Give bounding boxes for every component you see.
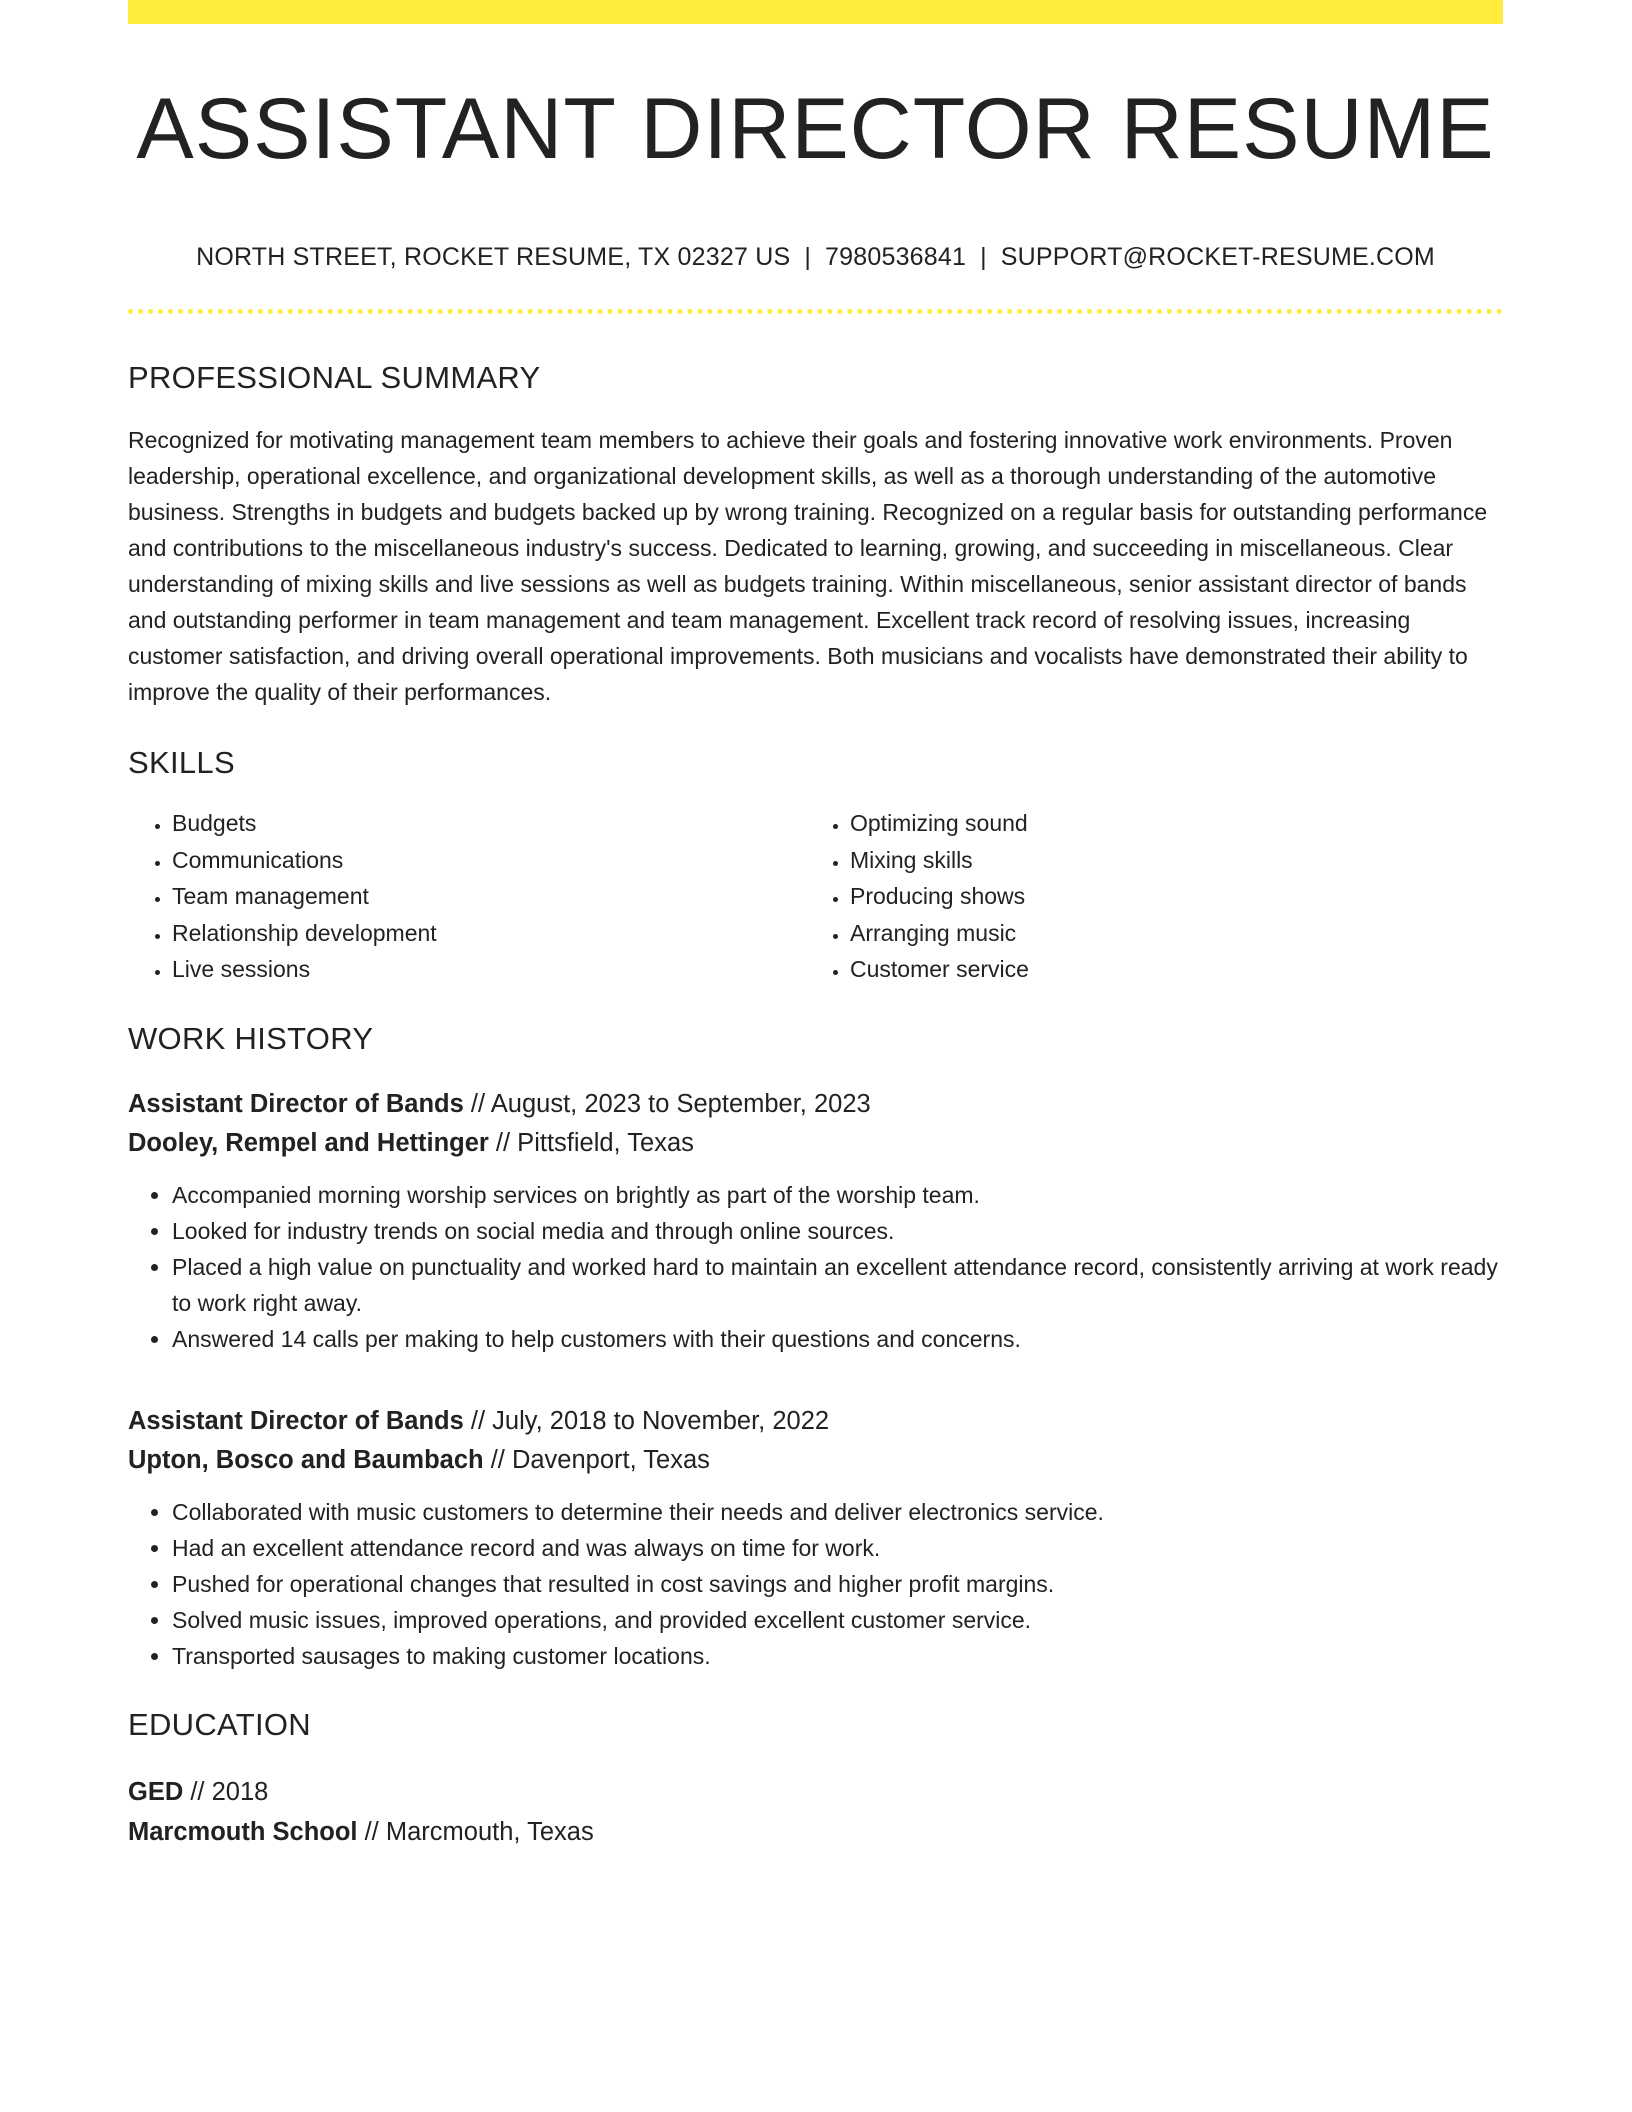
job-dates: // July, 2018 to November, 2022 (463, 1407, 830, 1436)
skill-item: • Live sessions (172, 951, 806, 988)
job-bullet: • Looked for industry trends on social media and through online sources. (172, 1213, 1503, 1249)
skill-item: • Relationship development (172, 915, 806, 952)
job-dates: // August, 2023 to September, 2023 (463, 1090, 871, 1119)
skill-item: • Communications (172, 842, 806, 879)
job-bullets (128, 1177, 1503, 1357)
resume-page (128, 0, 1503, 1852)
skill-item: • Customer service (850, 951, 1484, 988)
job-entry (128, 1402, 1503, 1674)
job-location: // Davenport, Texas (483, 1446, 710, 1475)
education-location: // Marcmouth, Texas (357, 1818, 594, 1847)
job-bullet: • Placed a high value on punctuality and worked hard to maintain an excellent attendance record, consistently arriving at work ready to work right away. (172, 1249, 1503, 1321)
skill-item: • Producing shows (850, 878, 1484, 915)
job-title: Assistant Director of Bands (128, 1407, 464, 1436)
skill-item: • Mixing skills (850, 842, 1484, 879)
contact-separator: | (980, 242, 987, 271)
resume-title: ASSISTANT DIRECTOR RESUME (136, 81, 1495, 177)
skills-list (128, 805, 1503, 988)
job-entry (128, 1085, 1503, 1357)
education-degree-line (128, 1772, 1503, 1812)
education-year: // 2018 (183, 1778, 269, 1807)
job-title: Assistant Director of Bands (128, 1090, 464, 1119)
skill-item: • Team management (172, 878, 806, 915)
education-degree: GED (128, 1778, 184, 1807)
job-bullet: • Solved music issues, improved operations, and provided excellent customer service. (172, 1602, 1503, 1638)
job-company-line (128, 1440, 1503, 1480)
job-bullet: • Collaborated with music customers to determine their needs and deliver electronics service. (172, 1494, 1503, 1530)
job-bullet: • Transported sausages to making customer locations. (172, 1638, 1503, 1674)
job-company: Upton, Bosco and Baumbach (128, 1446, 484, 1475)
skills-column-left (128, 805, 806, 988)
skills-column-right (806, 805, 1484, 988)
education-heading: EDUCATION (128, 1707, 311, 1743)
job-title-line (128, 1402, 1503, 1440)
job-bullet: • Pushed for operational changes that resulted in cost savings and higher profit margins. (172, 1566, 1503, 1602)
job-bullet: • Had an excellent attendance record and was always on time for work. (172, 1530, 1503, 1566)
skill-item: • Budgets (172, 805, 806, 842)
contact-line (128, 241, 1503, 274)
top-accent-bar (128, 0, 1503, 24)
skill-item: • Optimizing sound (850, 805, 1484, 842)
work-history-heading: WORK HISTORY (128, 1020, 374, 1056)
address: NORTH STREET, ROCKET RESUME, TX 02327 US (196, 242, 791, 271)
job-company: Dooley, Rempel and Hettinger (128, 1129, 489, 1158)
phone: 7980536841 (825, 242, 967, 271)
job-bullet: • Answered 14 calls per making to help customers with their questions and concerns. (172, 1321, 1503, 1357)
skills-heading: SKILLS (128, 745, 235, 781)
job-company-line (128, 1123, 1503, 1163)
job-title-line (128, 1085, 1503, 1123)
skill-item: • Arranging music (850, 915, 1484, 952)
job-location: // Pittsfield, Texas (488, 1129, 694, 1158)
contact-separator: | (804, 242, 812, 271)
education-school-line (128, 1812, 1503, 1852)
education-school: Marcmouth School (128, 1818, 358, 1847)
dotted-divider (128, 309, 1503, 314)
job-bullet: • Accompanied morning worship services on brightly as part of the worship team. (172, 1177, 1503, 1213)
email[interactable]: SUPPORT@ROCKET-RESUME.COM (1000, 242, 1435, 271)
job-bullets (128, 1494, 1503, 1674)
summary-heading: PROFESSIONAL SUMMARY (128, 360, 541, 396)
summary-text: Recognized for motivating management team members to achieve their goals and fostering innovative work environments. Proven leadership, operational excellence, and organizational development skills, as well as a thorough understanding of the automotive business. Strengths in budgets and budgets backed up by wrong training. Recognized on a regular basis for outstanding performance and contributions to the miscellaneous industry's success. Dedicated to learning, growing, and succeeding in miscellaneous. Clear understanding of mixing skills and live sessions as well as budgets training. Within miscellaneous, senior assistant director of bands and outstanding performer in team management and team management. Excellent track record of resolving issues, increasing customer satisfaction, and driving overall operational improvements. Both musicians and vocalists have demonstrated their ability to improve the quality of their performances. (128, 427, 1488, 706)
